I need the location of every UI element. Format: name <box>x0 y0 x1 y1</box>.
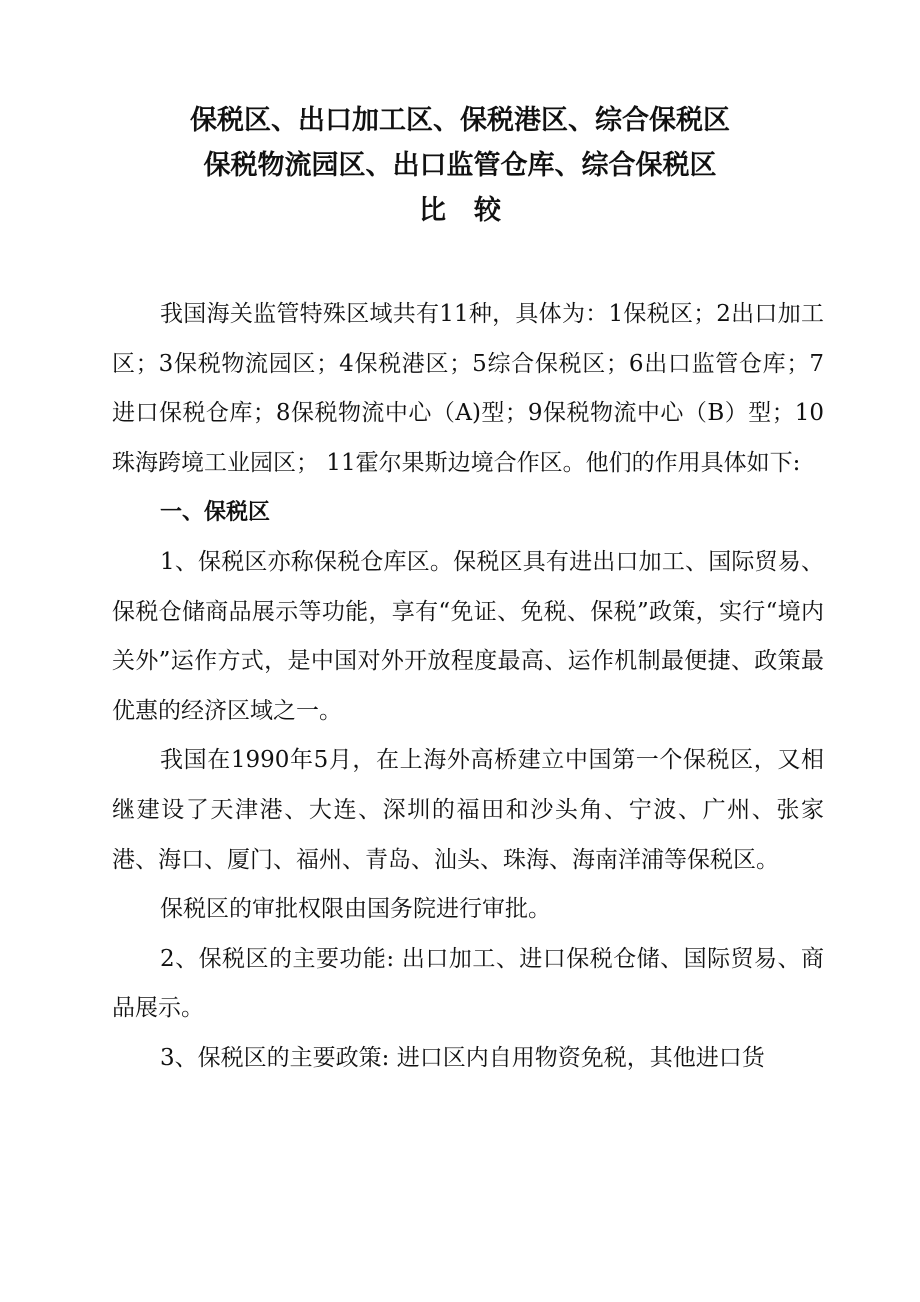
title-line-3: 比较 <box>419 195 529 226</box>
title-line-2: 保税物流园区、出口监管仓库、综合保税区 <box>203 150 717 181</box>
paragraph-history: 我国在1990年5月，在上海外高桥建立中国第一个保税区，又相继建设了天津港、大连、深圳的福田和沙头角、宁波、广州、张家港、海口、厦门、福州、青岛、汕头、珠海、海南洋浦等保税区。 <box>112 747 824 873</box>
title-line-1: 保税区、出口加工区、保税港区、综合保税区 <box>190 105 730 136</box>
intro-paragraph: 我国海关监管特殊区域共有11种，具体为：1保税区；2出口加工区；3保税物流园区；4保税港区；5综合保税区；6出口监管仓库；7进口保税仓库；8保税物流中心（A)型；9保税物流中心（B）型；10珠海跨境工业园区； 11霍尔果斯边境合作区。他们的作用具体如下: <box>112 301 824 476</box>
document-body <box>112 290 824 1084</box>
paragraph-policies: 3、保税区的主要政策: 进口区内自用物资免税，其他进口货 <box>160 1044 765 1071</box>
document-title <box>0 98 920 233</box>
paragraph-functions: 2、保税区的主要功能: 出口加工、进口保税仓储、国际贸易、商品展示。 <box>112 945 824 1022</box>
paragraph-approval: 保税区的审批权限由国务院进行审批。 <box>160 896 551 923</box>
paragraph-definition: 1、保税区亦称保税仓库区。保税区具有进出口加工、国际贸易、保税仓储商品展示等功能，享有“免证、免税、保税”政策，实行“境内关外”运作方式，是中国对外开放程度最高、运作机制最便捷、政策最优惠的经济区域之一。 <box>112 548 824 724</box>
section-heading-bonded-area: 一、保税区 <box>160 500 271 526</box>
